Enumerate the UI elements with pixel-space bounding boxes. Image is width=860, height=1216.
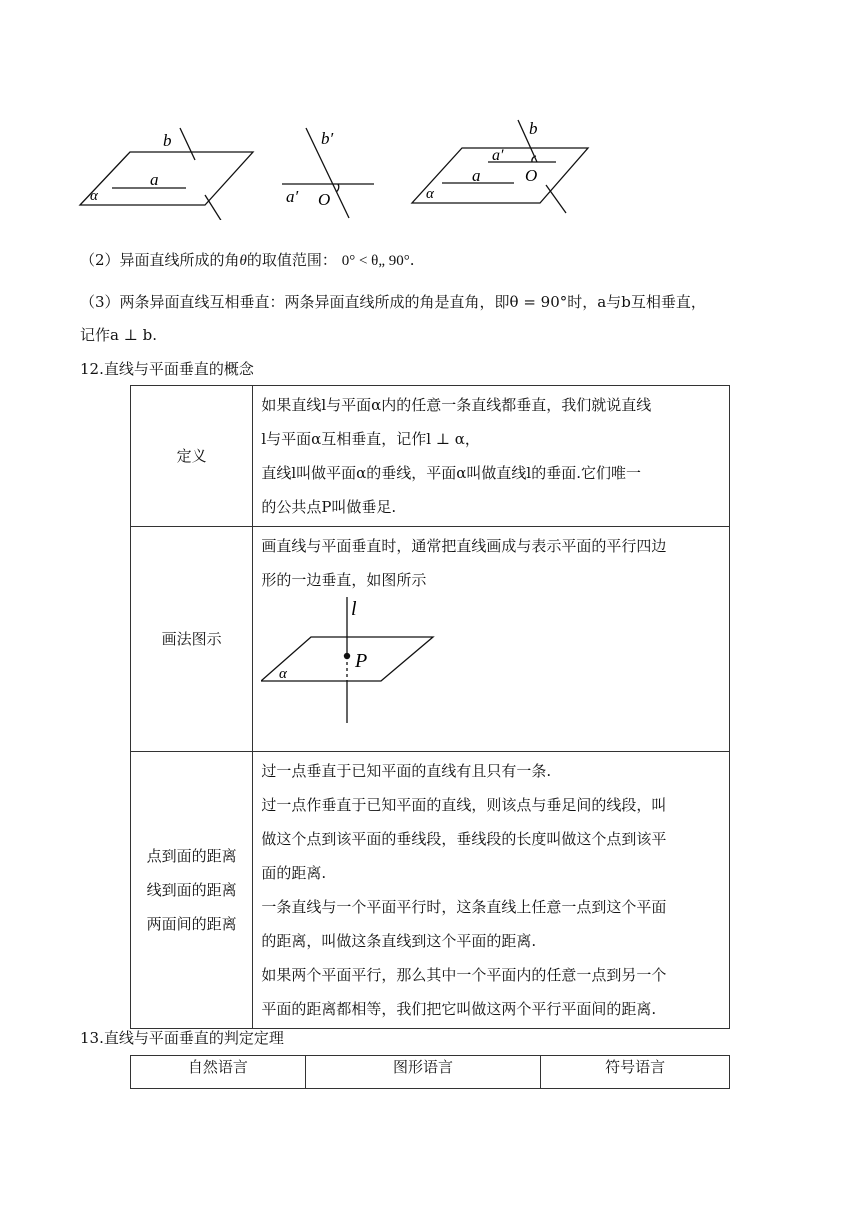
fig3-label-b: b [529, 119, 538, 138]
fig1-label-alpha: α [90, 188, 98, 204]
theorem-table [130, 1055, 730, 1089]
row-body-definition [253, 386, 730, 527]
drawing-line: 形的一边垂直，如图所示 [261, 571, 427, 589]
fig1-label-b: b [163, 131, 172, 150]
fig3-label-O: O [525, 166, 538, 185]
para2-text: （2）异面直线所成的角 [80, 251, 240, 269]
definition-line: l与平面α互相垂直，记作l ⊥ α， [261, 430, 480, 448]
distance-label-line: 点到面的距离 [146, 847, 237, 865]
row-label-definition: 定义 [131, 386, 253, 527]
figure-label-l: l [351, 598, 357, 620]
concept-table [130, 385, 730, 1029]
theorem-table-header [131, 1056, 730, 1089]
definition-line: 直线l叫做平面α的垂线，平面α叫做直线l的垂面.它们唯一 [261, 464, 641, 482]
skew-lines-figures [0, 110, 860, 220]
section-12-title: 12.直线与平面垂直的概念 [80, 360, 254, 378]
angle-range: 0° < θ„ 90° [341, 253, 410, 269]
distance-label-line: 线到面的距离 [146, 881, 237, 899]
distance-line: 如果两个平面平行，那么其中一个平面内的任意一点到另一个 [261, 966, 667, 984]
section-13-title: 13.直线与平面垂直的判定定理 [80, 1029, 284, 1047]
distance-line: 过一点作垂直于已知平面的直线，则该点与垂足间的线段，叫 [261, 796, 667, 814]
para2-end: . [409, 251, 415, 269]
theta-symbol: θ [239, 253, 247, 269]
fig2-label-b-prime: b′ [321, 129, 334, 148]
para2-text-middle: 的取值范围： [246, 251, 337, 269]
distance-line: 一条直线与一个平面平行时，这条直线上任意一点到这个平面 [261, 898, 667, 916]
fig2-label-O: O [318, 190, 331, 209]
distance-line: 做这个点到该平面的垂线段，垂线段的长度叫做这个点到该平 [261, 830, 667, 848]
fig2-label-a-prime: a′ [286, 187, 299, 206]
row-label-distance [131, 752, 253, 1029]
fig3-label-a-prime: a′ [492, 147, 504, 164]
distance-line: 平面的距离都相等，我们把它叫做这两个平行平面间的距离. [261, 1000, 657, 1018]
paragraph-3-line2: 记作a ⊥ b. [80, 326, 157, 344]
header-symbolic-language: 符号语言 [541, 1056, 730, 1089]
perpendicular-line-plane-figure [261, 597, 461, 737]
header-natural-language: 自然语言 [131, 1056, 306, 1089]
figure-label-alpha: α [279, 666, 288, 682]
distance-line: 面的距离. [261, 864, 327, 882]
header-graphic-language: 图形语言 [305, 1056, 541, 1089]
definition-line: 如果直线l与平面α内的任意一条直线都垂直，我们就说直线 [261, 396, 652, 414]
row-body-distance [253, 752, 730, 1029]
fig1-label-a: a [150, 170, 159, 189]
fig3-label-alpha: α [426, 186, 434, 202]
distance-label-line: 两面间的距离 [146, 915, 237, 933]
distance-line: 的距离，叫做这条直线到这个平面的距离. [261, 932, 537, 950]
definition-line: 的公共点P叫做垂足. [261, 498, 397, 516]
distance-line: 过一点垂直于已知平面的直线有且只有一条. [261, 762, 552, 780]
table-row-definition [131, 386, 730, 527]
table-row-distance [131, 752, 730, 1029]
drawing-line: 画直线与平面垂直时，通常把直线画成与表示平面的平行四边 [261, 537, 667, 555]
fig3-label-a: a [472, 166, 481, 185]
row-body-drawing [253, 527, 730, 752]
paragraph-2 [80, 243, 415, 278]
figure-plane-with-intersection [412, 120, 588, 213]
figure-label-P: P [355, 650, 368, 672]
table-row-drawing [131, 527, 730, 752]
paragraph-3-line1: （3）两条异面直线互相垂直：两条异面直线所成的角是直角，即θ = 90°时，a与b互相垂直， [80, 293, 706, 311]
row-label-drawing: 画法图示 [131, 527, 253, 752]
